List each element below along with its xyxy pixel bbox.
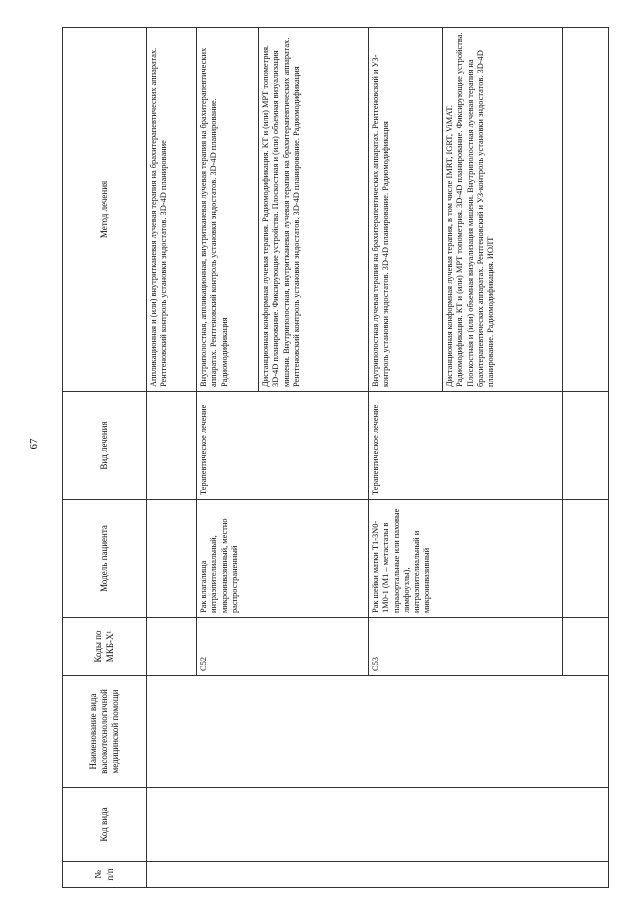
cell-method: Аппликационная и (или) внутритканевая лучевая терапия на брахитерапевтических аппаратах. Рентгеновский контроль установки эндостатов. 3D-4D планирование — [147, 28, 197, 392]
cell-num — [147, 862, 609, 888]
table-row — [147, 28, 197, 888]
col-header-num: № п/п — [63, 862, 147, 888]
col-header-code: Код вида — [63, 788, 147, 862]
cell-method: Дистанционная конформная лучевая терапия, в том числе IMRT, IGRT, ViMAT. Радиомодификация. КТ и (или) МРТ топометрия. 3D-4D планирование. Фиксирующие устройства. Плоскостная и (или) объемная визуализация мишени. Внутриполостная лучевая терапия на брахитерапевтических аппаратах. Рентгеновский и УЗ-контроль установки эндостатов. 3D-4D планирование. Радиомодификация. ИОЛТ — [443, 28, 563, 392]
treatment-methods-table — [62, 27, 609, 888]
cell-icd-empty — [563, 618, 609, 676]
col-header-name: Наименование вида высокотехнологичной медицинской помощи — [63, 676, 147, 788]
col-header-method: Метод лечения — [63, 28, 147, 392]
cell-model-empty — [147, 500, 197, 618]
cell-name — [147, 676, 609, 788]
cell-method: Дистанционная конформная лучевая терапия. Радиомодификация. КТ и (или) МРТ топометрия. 3D-4D планирование. Фиксирующие устройства. Плоскостная и (или) объемная визуализация мишени. Внутриполостная, внутритканевая лучевая терапия на брахитерапевтических аппаратах. Рентгеновский контроль установки эндостатов. 3D-4D планирование. Радиомодификация — [259, 28, 369, 392]
cell-icd-empty — [147, 618, 197, 676]
rotated-table-container — [62, 28, 608, 888]
cell-icd: C52 — [197, 618, 369, 676]
cell-type-empty — [563, 392, 609, 500]
cell-method-empty — [563, 28, 609, 392]
cell-method: Внутриполостная, аппликационная, внутритканевая лучевая терапия на брахитерапевтических аппаратах. Рентгеновский контроль установки эндостатов. 3D-4D планирование. Радиомодификация — [197, 28, 259, 392]
cell-icd: C53 — [369, 618, 563, 676]
col-header-icd: Коды по МКБ-Х¹ — [63, 618, 147, 676]
table-header-row — [63, 28, 147, 888]
cell-model: Рак шейки матки T1-3N0-1M0-1 (M1 – метастазы в парааортальные или паховые лимфоузлы), интраэпителиальный и микроинвазивный — [369, 500, 563, 618]
page-number: 67 — [28, 438, 40, 450]
cell-type: Терапевтическое лечение — [369, 392, 563, 500]
cell-type-empty — [147, 392, 197, 500]
col-header-model: Модель пациента — [63, 500, 147, 618]
cell-model: Рак влагалища интраэпителиальный, микроинвазивный, местно распространенный — [197, 500, 369, 618]
cell-method: Внутриполостная лучевая терапия на брахитерапевтических аппаратах. Рентгеновский и УЗ-контроль установки эндостатов. 3D-4D планирование. Радиомодификация — [369, 28, 443, 392]
cell-code — [147, 788, 609, 862]
col-header-type: Вид лечения — [63, 392, 147, 500]
cell-type: Терапевтическое лечение — [197, 392, 369, 500]
cell-model-empty — [563, 500, 609, 618]
